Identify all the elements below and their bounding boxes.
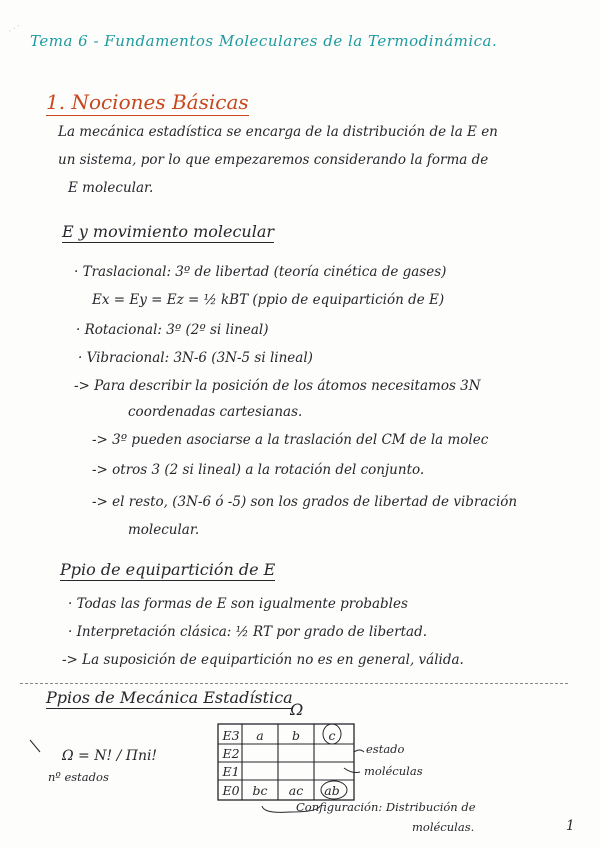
- level-e2: E2: [222, 746, 240, 761]
- cell-bottom-ac: ac: [288, 783, 304, 798]
- item-molecular: molecular.: [128, 522, 200, 538]
- cell-bottom-bc: bc: [252, 783, 268, 798]
- cell-top-b: b: [291, 728, 300, 743]
- item-traslacion-cm: -> 3º pueden asociarse a la traslación del CM de la molec: [92, 432, 489, 448]
- intro-line-1: La mecánica estadística se encarga de la distribución de la E en: [58, 124, 498, 140]
- annotation-configuracion: Configuración: Distribución de: [296, 800, 476, 814]
- omega-formula: Ω = N! / Πni!: [62, 748, 158, 764]
- cell-top-a: a: [256, 728, 264, 743]
- section2-heading: E y movimiento molecular: [62, 222, 275, 241]
- item-suposicion: -> La suposición de equipartición no es en general, válida.: [62, 652, 464, 668]
- item-rotacion-conjunto: -> otros 3 (2 si lineal) a la rotación del conjunto.: [92, 462, 425, 478]
- section4-heading: Ppios de Mecánica Estadística: [46, 688, 293, 707]
- item-vibracional: · Vibracional: 3N-6 (3N-5 si lineal): [78, 350, 313, 366]
- cell-bottom-ab: ab: [324, 783, 340, 798]
- section1-heading: 1. Nociones Básicas: [46, 90, 249, 114]
- section3-heading: Ppio de equipartición de E: [60, 560, 276, 579]
- level-e3: E3: [222, 728, 240, 743]
- annotation-moleculas-2: moléculas.: [412, 820, 475, 834]
- level-e0: E0: [222, 783, 240, 798]
- item-rotacional: · Rotacional: 3º (2º si lineal): [76, 322, 269, 338]
- cell-top-c: c: [328, 728, 336, 743]
- annotation-moleculas: moléculas: [364, 764, 423, 778]
- item-interpretacion-clasica: · Interpretación clásica: ½ RT por grado de libertad.: [68, 624, 428, 640]
- page-title: Tema 6 - Fundamentos Moleculares de la Termodinámica.: [30, 32, 498, 50]
- item-formas-probables: · Todas las formas de E son igualmente probables: [68, 596, 408, 612]
- margin-mark: · · ·: [6, 21, 23, 36]
- intro-line-3: E molecular.: [68, 180, 154, 196]
- item-posicion-atomos: -> Para describir la posición de los átomos necesitamos 3N: [74, 378, 481, 394]
- item-traslacional: · Traslacional: 3º de libertad (teoría cinética de gases): [74, 264, 447, 280]
- item-grados-vibracion: -> el resto, (3N-6 ó -5) son los grados de libertad de vibración: [92, 494, 518, 510]
- item-coordenadas: coordenadas cartesianas.: [128, 404, 303, 420]
- omega-label: Ω: [290, 700, 304, 719]
- intro-line-2: un sistema, por lo que empezaremos considerando la forma de: [58, 152, 489, 168]
- page-number: 1: [566, 818, 575, 834]
- annotation-estado: estado: [366, 742, 405, 756]
- level-e1: E1: [222, 764, 240, 779]
- item-equiparticion-formula: Ex = Ey = Ez = ½ kBT (ppio de equipartición de E): [92, 292, 445, 308]
- formula-note: nº estados: [48, 770, 109, 784]
